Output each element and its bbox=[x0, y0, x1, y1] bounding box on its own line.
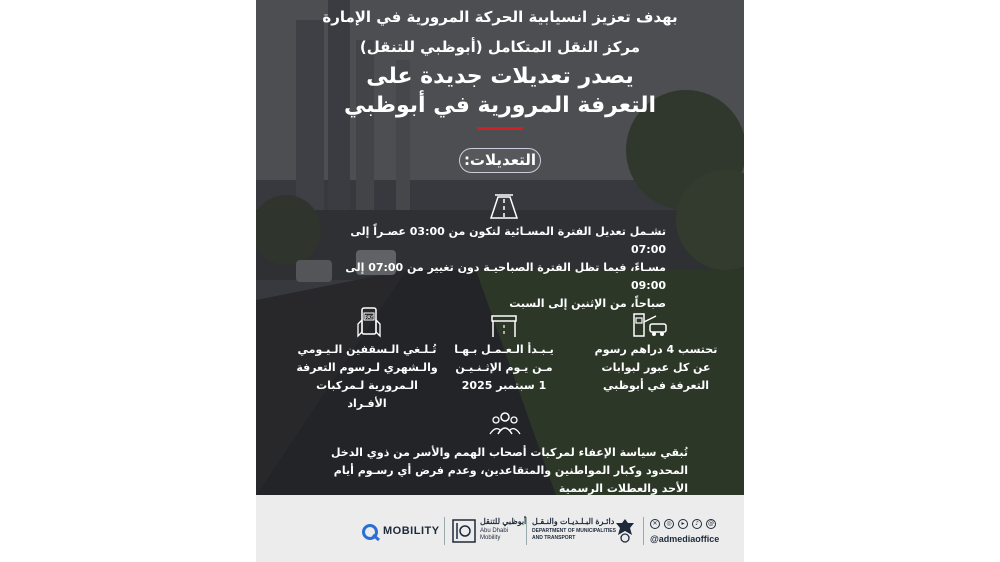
title-line-2: التعرفة المرورية في أبوظبي bbox=[343, 93, 656, 118]
dmt-line-1: DEPARTMENT OF MUNICIPALITIES bbox=[532, 528, 616, 534]
road-icon bbox=[489, 194, 519, 220]
footer-divider bbox=[526, 517, 527, 545]
x-icon[interactable]: ✕ bbox=[650, 519, 660, 529]
abu-dhabi-mobility-logo-icon bbox=[452, 519, 476, 543]
item-bottom-text bbox=[312, 444, 688, 498]
logo-footer bbox=[256, 495, 744, 562]
abu-dhabi-mobility-line-2: Mobility bbox=[480, 535, 501, 541]
item-left-line-3: الـمرورية لـمركبات الأفـراد bbox=[316, 379, 418, 410]
social-handle[interactable]: @admediaoffice bbox=[650, 534, 720, 544]
q-mobility-logo-icon bbox=[361, 523, 381, 541]
item-center-line-1: يـبـدأ الـعـمـل بـهـا bbox=[454, 343, 554, 356]
header-line-1: بهدف تعزيز انسيابية الحركة المرورية في الإمارة bbox=[322, 8, 678, 26]
youtube-icon[interactable]: ▸ bbox=[678, 519, 688, 529]
abu-dhabi-mobility-arabic: أبوظبي للتنقل bbox=[480, 517, 527, 526]
item-center-text bbox=[441, 341, 567, 395]
item-right-text bbox=[591, 341, 721, 395]
item-right-line-3: التعرفة في أبوظبي bbox=[602, 379, 710, 392]
toll-booth-icon bbox=[632, 310, 668, 338]
social-icons bbox=[650, 519, 716, 529]
footer-divider bbox=[444, 517, 445, 545]
item-bottom-line-3: الأحد والعطلات الرسمية bbox=[558, 482, 688, 495]
item-top-line-2: مسـاءً، فيما تظل الفترة الصباحيـة دون تغيير من 07:00 إلى 09:00 bbox=[345, 261, 666, 292]
item-left-line-2: والـشهري لـرسوم التعرفة bbox=[296, 361, 438, 374]
dmt-line-2: AND TRANSPORT bbox=[532, 535, 576, 541]
gantry-icon bbox=[489, 312, 519, 338]
item-top-line-1: تشـمل تعديل الفترة المسـائية لتكون من 03:00 عصـراً إلى 07:00 bbox=[350, 225, 666, 256]
svg-text:PAY: PAY bbox=[364, 315, 374, 321]
item-top-line-3: صباحاً، من الإثنين إلى السبت bbox=[509, 297, 666, 310]
people-group-icon bbox=[489, 410, 521, 438]
abu-dhabi-mobility-line-1: Abu Dhabi bbox=[480, 528, 509, 534]
section-label: التعديلات: bbox=[459, 148, 541, 173]
item-left-text bbox=[296, 341, 438, 413]
item-center-line-2: مـن يـوم الإثـنـيـن bbox=[455, 361, 553, 374]
dmt-arabic: دائـرة البـلـديـات والنـقـل bbox=[532, 517, 615, 526]
item-right-line-1: تحتسب 4 دراهم رسوم bbox=[594, 343, 718, 356]
mobile-pay-icon bbox=[354, 306, 384, 338]
threads-icon[interactable]: @ bbox=[708, 520, 714, 527]
header-line-2: مركز النقل المتكامل (أبوظبي للتنقل) bbox=[359, 38, 641, 56]
title-line-1: يصدر تعديلات جديدة على bbox=[366, 64, 634, 89]
item-center-line-3: 1 سبتمبر 2025 bbox=[461, 379, 547, 392]
infographic-poster bbox=[256, 0, 744, 562]
footer-divider bbox=[643, 517, 644, 545]
item-left-line-1: تُـلـغي الـسقفين الـيـومي bbox=[297, 343, 437, 356]
item-right-line-2: عن كل عبور لبوابات bbox=[601, 361, 711, 374]
title-underline bbox=[477, 127, 523, 130]
tiktok-icon[interactable]: ♪ bbox=[692, 519, 702, 529]
item-bottom-line-1: تُبقي سياسة الإعفاء لمركبات أصحاب الهمم والأسر من ذوي الدخل bbox=[330, 446, 688, 459]
instagram-icon[interactable]: ◎ bbox=[664, 519, 674, 529]
falcon-emblem-icon bbox=[614, 517, 636, 545]
item-top-text bbox=[326, 223, 666, 313]
item-bottom-line-2: المحدود وكبار المواطنين والمتقاعدين، وعدم فرض أي رسـوم أيام bbox=[333, 464, 688, 477]
q-mobility-logo-text: MOBILITY bbox=[383, 525, 440, 537]
